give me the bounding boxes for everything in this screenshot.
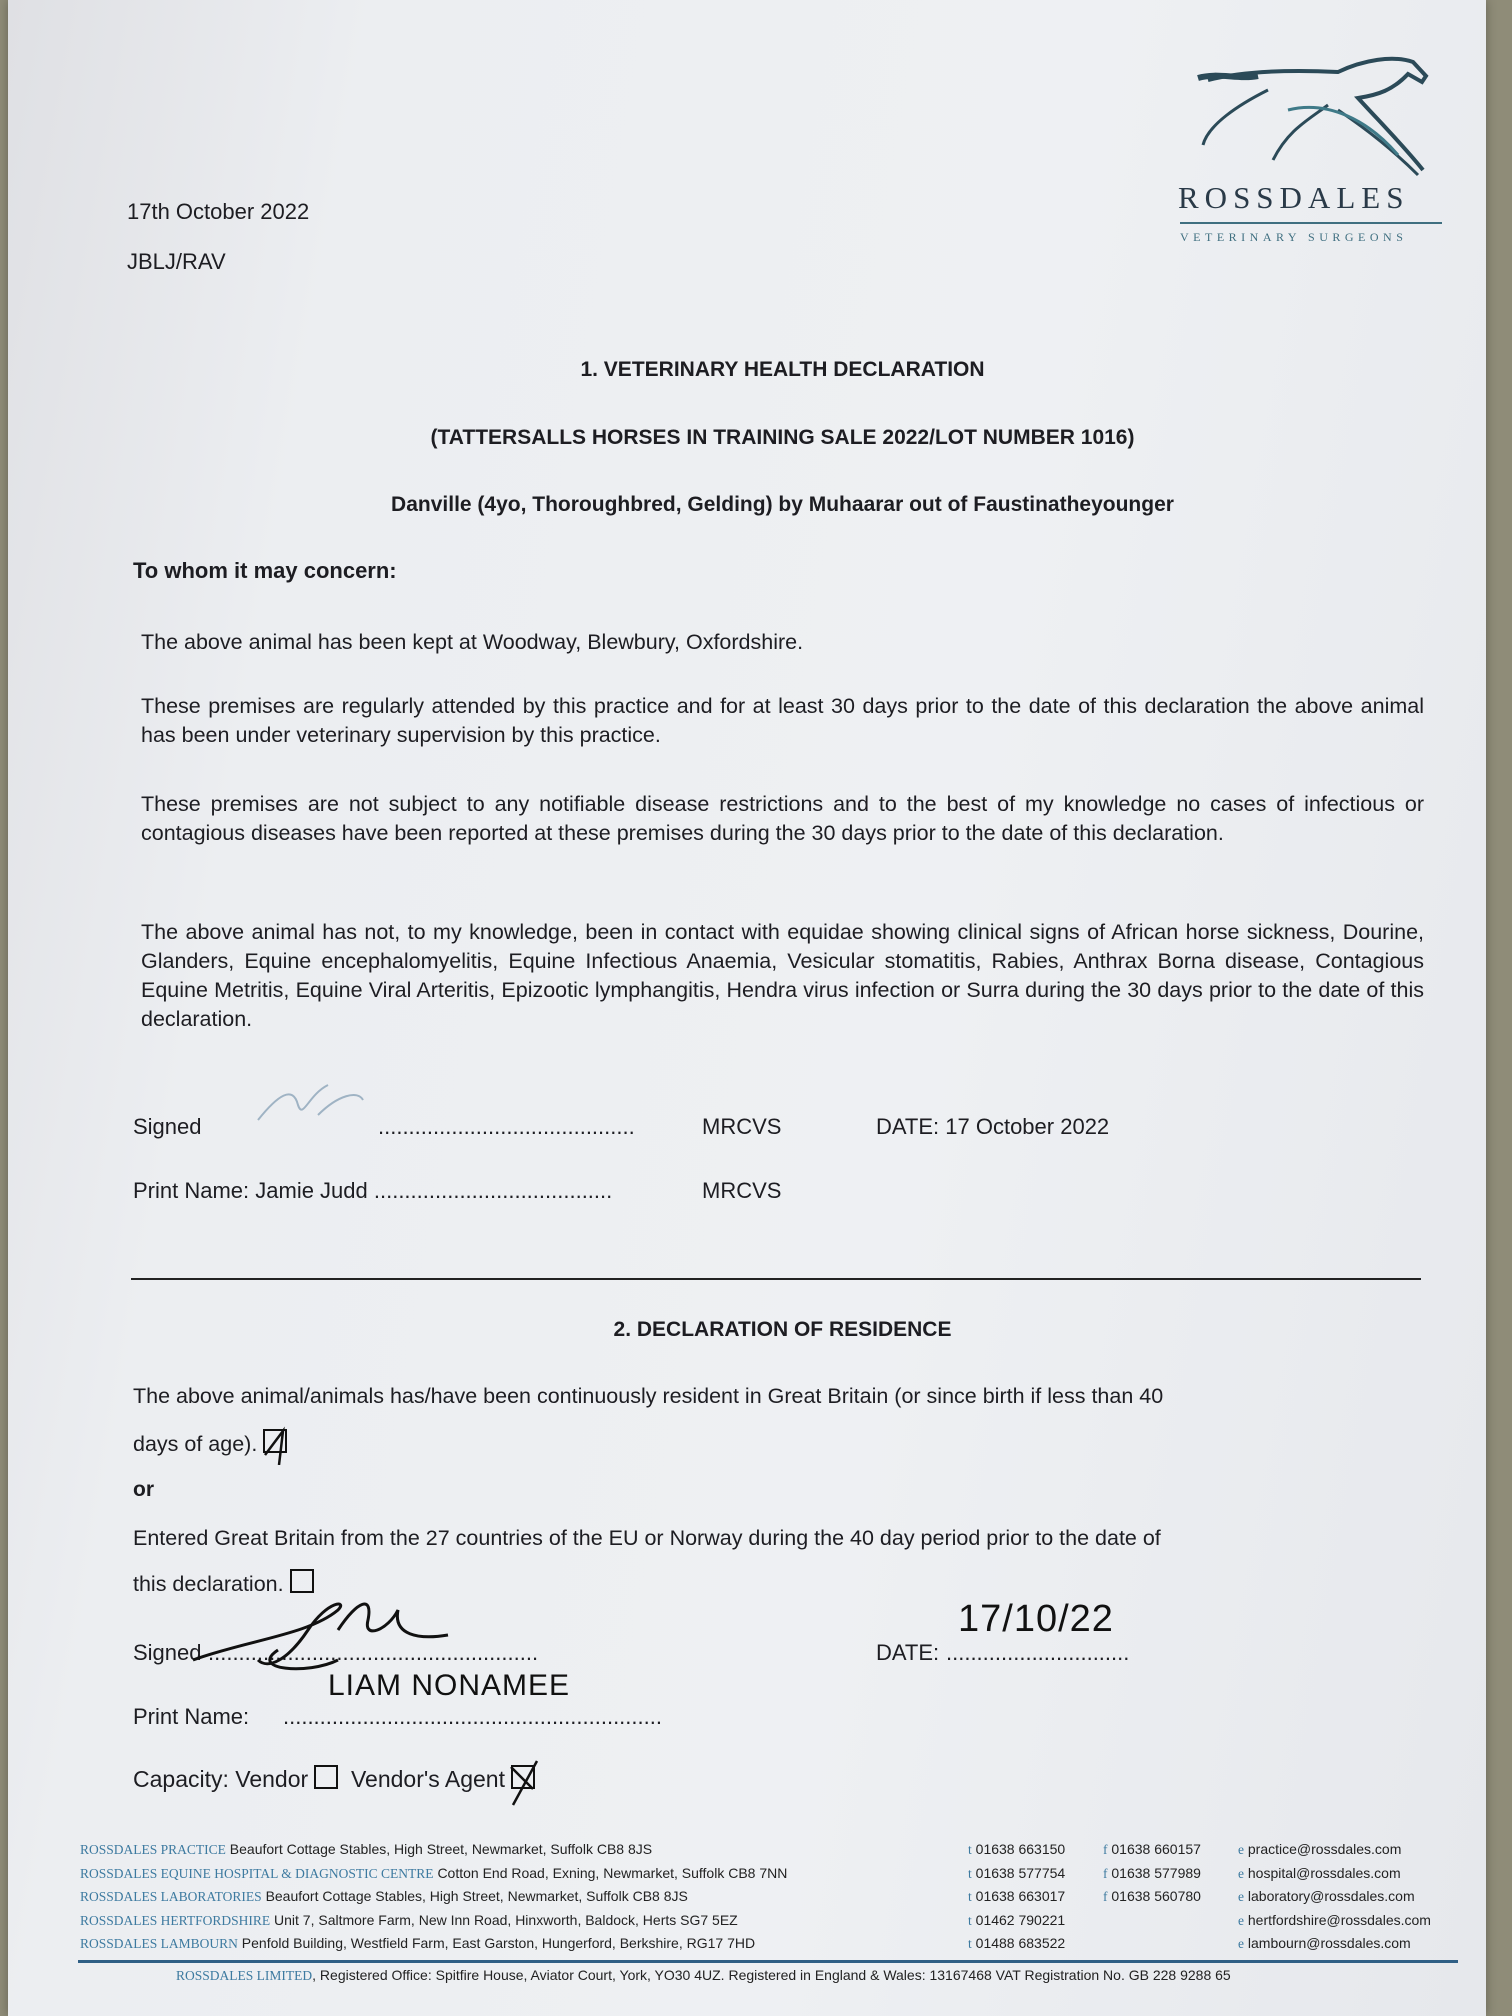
telephone: 01462 790221 — [975, 1911, 1066, 1928]
fax: 01638 577989 — [1111, 1864, 1201, 1881]
date-label: DATE: — [876, 1640, 940, 1665]
footer-rule — [78, 1960, 1458, 1963]
telephone: 01638 663017 — [975, 1888, 1066, 1904]
email-link[interactable]: lambourn@rossdales.com — [1247, 1935, 1411, 1951]
paragraph: The above animal has been kept at Woodway, Blewbury, Oxfordshire. — [141, 630, 804, 654]
footer-row: ROSSDALES LAMBOURN Penfold Building, Westfield Farm, East Garston, Hungerford, Berkshire, RG17 7HD t 01488 683522 e lambourn@rossdales.com — [80, 1935, 1411, 1951]
branch-name: ROSSDALES LABORATORIES — [80, 1889, 262, 1904]
faint-signature — [248, 1075, 378, 1135]
paragraph: The above animal has not, to my knowledge, been in contact with equidae showing clinical signs of African horse sickness, Dourine, Glanders, Equine encephalomyelitis, Equine Infectious Anaemia, Vesicular stomatitis, Rabies, Anthrax Borna disease, Contagious Equine Metritis, Equine Viral Arteritis, Epizootic lymphangitis, Hendra virus infection or Surra during the 30 days prior to the date of this declaration. — [141, 920, 1424, 1031]
branch-name: ROSSDALES HERTFORDSHIRE — [80, 1912, 271, 1928]
or-label: or — [133, 1478, 154, 1501]
divider — [131, 1278, 1421, 1280]
branch-name: ROSSDALES LAMBOURN — [80, 1936, 238, 1951]
branch-name: ROSSDALES PRACTICE — [80, 1842, 226, 1857]
branch-address: Beaufort Cottage Stables, High Street, Newmarket, Suffolk CB8 8JS — [229, 1841, 653, 1857]
branch-name: ROSSDALES EQUINE HOSPITAL & DIAGNOSTIC CENTRE — [80, 1865, 434, 1881]
vendor-checkbox[interactable] — [314, 1765, 338, 1789]
capacity-row: Capacity: Vendor Vendor's Agent — [133, 1762, 535, 1797]
declaration-date: DATE: 17 October 2022 — [876, 1114, 1110, 1139]
section1-heading: 1. VETERINARY HEALTH DECLARATION — [580, 358, 985, 381]
section1-subheading: (TATTERSALLS HORSES IN TRAINING SALE 2022/LOT NUMBER 1016) — [430, 426, 1135, 449]
residence-option-2: Entered Great Britain from the 27 countries of the EU or Norway during the 40 day period prior to the date of — [133, 1526, 1161, 1550]
handwritten-print-name: LIAM NONAMEE — [328, 1669, 571, 1702]
print-name: Print Name: Jamie Judd ....................................... — [133, 1178, 613, 1203]
residence-option-2-cont: this declaration. — [133, 1568, 314, 1600]
rossdales-logo — [1178, 50, 1448, 260]
footer-contacts — [80, 1838, 1440, 1956]
email-link[interactable]: hertfordshire@rossdales.com — [1247, 1911, 1431, 1928]
signed-label: Signed — [133, 1114, 202, 1139]
email-link[interactable]: practice@rossdales.com — [1247, 1841, 1402, 1857]
signed-label: Signed — [133, 1640, 202, 1665]
mrcvs-label: MRCVS — [702, 1114, 782, 1139]
footer-row: ROSSDALES PRACTICE Beaufort Cottage Stables, High Street, Newmarket, Suffolk CB8 8JS t 01638 663150 f 01638 660157 e practice@rossdales.com — [80, 1841, 1402, 1857]
paragraph: These premises are not subject to any notifiable disease restrictions and to the best of my knowledge no cases of infectious or contagious diseases have been reported at these premises during the 30 days prior to the date of this declaration. — [141, 792, 1424, 845]
telephone: 01488 683522 — [975, 1935, 1066, 1951]
handwritten-signature — [188, 1590, 468, 1680]
branch-address: Beaufort Cottage Stables, High Street, Newmarket, Suffolk CB8 8JS — [265, 1888, 688, 1904]
vendors-agent-checkbox[interactable] — [511, 1765, 535, 1789]
logo-name: ROSSDALES — [1178, 180, 1410, 215]
residence-option-1: The above animal/animals has/have been continuously resident in Great Britain (or since birth if less than 40 — [133, 1384, 1164, 1408]
footer-row: ROSSDALES EQUINE HOSPITAL & DIAGNOSTIC CENTRE Cotton End Road, Exning, Newmarket, Suffolk CB8 7NN t 01638 577754 f 01638 577989 e hospital@rossdales.com — [80, 1864, 1401, 1881]
signature-line: ...................................................... — [208, 1640, 539, 1665]
registered-office: ROSSDALES LIMITED, Registered Office: Spitfire House, Aviator Court, York, YO30 4UZ. Registered in England & Wales: 13167468 VAT Registration No. GB 228 9288 65 — [176, 1967, 1231, 1983]
letter-date: 17th October 2022 — [127, 199, 310, 224]
option1-checkbox[interactable] — [263, 1429, 287, 1453]
signature-line: .......................................... — [378, 1114, 635, 1139]
branch-address: Unit 7, Saltmore Farm, New Inn Road, Hinxworth, Baldock, Herts SG7 5EZ — [274, 1911, 738, 1928]
document-page — [8, 0, 1486, 2016]
email-link[interactable]: hospital@rossdales.com — [1247, 1864, 1401, 1881]
letter-reference: JBLJ/RAV — [127, 249, 226, 274]
footer-row: ROSSDALES HERTFORDSHIRE Unit 7, Saltmore Farm, New Inn Road, Hinxworth, Baldock, Herts SG7 5EZ t 01462 790221 e hertfordshire@rossdales.com — [80, 1911, 1431, 1928]
print-name-line: .............................................................. — [283, 1704, 662, 1729]
branch-address: Cotton End Road, Exning, Newmarket, Suffolk CB8 7NN — [437, 1864, 788, 1881]
fax: 01638 560780 — [1111, 1888, 1201, 1904]
date-line: .............................. — [946, 1640, 1130, 1665]
paragraph: These premises are regularly attended by this practice and for at least 30 days prior to the date of this declaration the above animal has been under veterinary supervision by this practice. — [141, 694, 1424, 747]
email-link[interactable]: laboratory@rossdales.com — [1247, 1888, 1415, 1904]
footer-row: ROSSDALES LABORATORIES Beaufort Cottage Stables, High Street, Newmarket, Suffolk CB8 8JS t 01638 663017 f 01638 560780 e laboratory@rossdales.com — [80, 1888, 1415, 1904]
horse-logo-icon — [1178, 50, 1448, 180]
telephone: 01638 577754 — [975, 1864, 1066, 1881]
horse-description: Danville (4yo, Thoroughbred, Gelding) by Muhaarar out of Faustinatheyounger — [391, 493, 1174, 516]
handwritten-date: 17/10/22 — [958, 1598, 1114, 1640]
print-name-label: Print Name: — [133, 1704, 250, 1729]
branch-address: Penfold Building, Westfield Farm, East Garston, Hungerford, Berkshire, RG17 7HD — [241, 1935, 756, 1951]
logo-subtitle: VETERINARY SURGEONS — [1180, 230, 1408, 244]
fax: 01638 660157 — [1111, 1841, 1201, 1857]
section2-heading: 2. DECLARATION OF RESIDENCE — [613, 1318, 952, 1341]
residence-option-1-cont: days of age). — [133, 1428, 287, 1460]
salutation: To whom it may concern: — [133, 558, 397, 583]
telephone: 01638 663150 — [975, 1841, 1066, 1857]
mrcvs-label: MRCVS — [702, 1178, 782, 1203]
